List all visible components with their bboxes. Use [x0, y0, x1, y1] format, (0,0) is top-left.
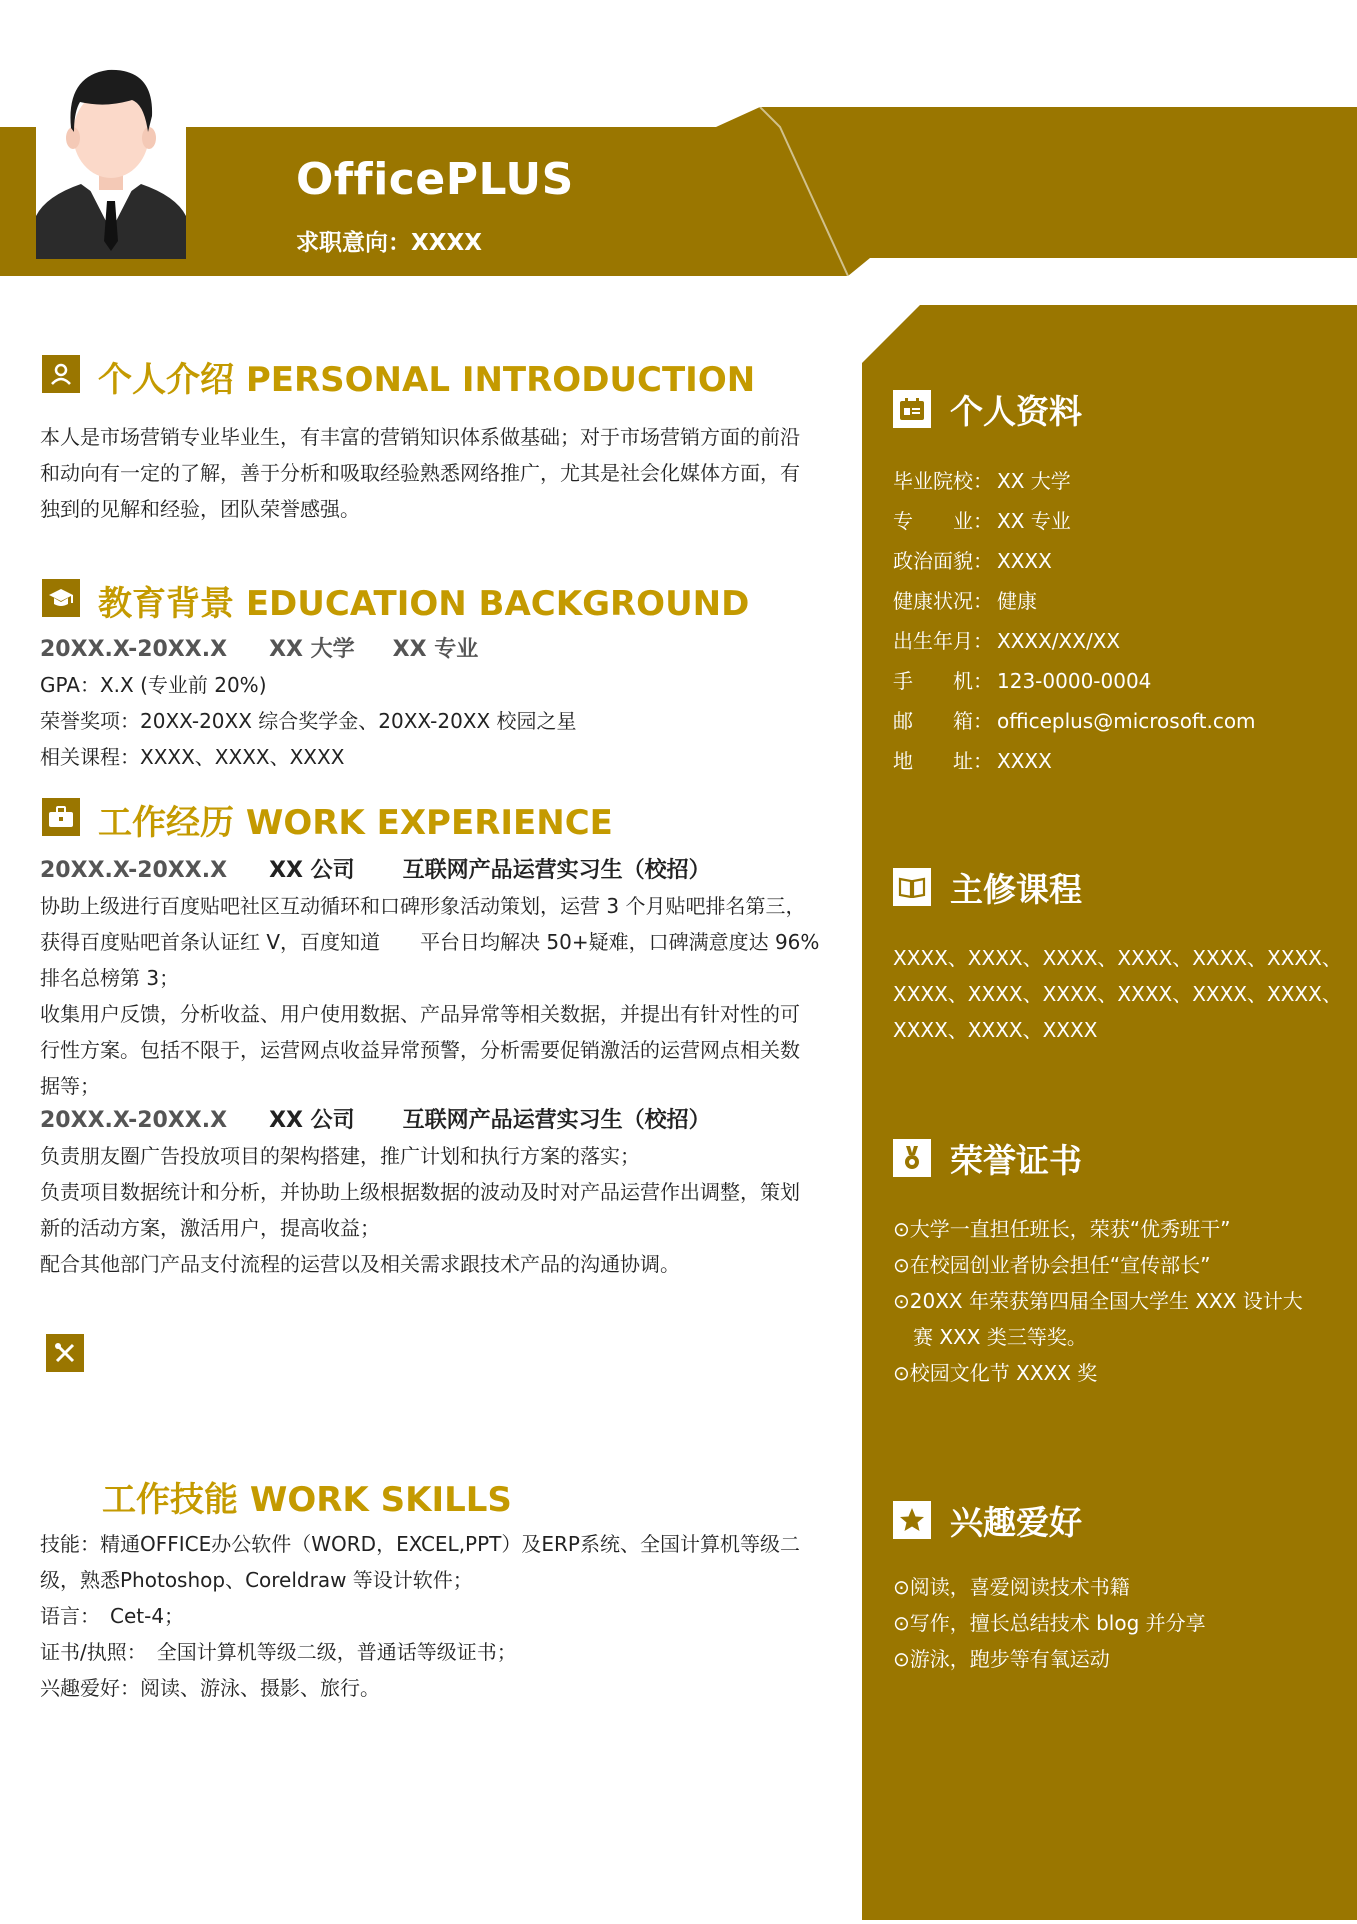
work-title: 工作经历 WORK EXPERIENCE	[98, 803, 613, 843]
job-role: 互联网产品运营实习生（校招）	[402, 1108, 711, 1133]
intro-line: 独到的见解和经验，团队荣誉感强。	[40, 497, 360, 521]
job-company: XX 公司	[269, 858, 355, 883]
profile-value: XX 大学	[997, 469, 1071, 493]
honor-item: ⊙20XX 年荣获第四届全国大学生 XXX 设计大	[893, 1289, 1303, 1313]
profile-label: 专 业：	[893, 509, 993, 533]
job-date: 20XX.X-20XX.X	[40, 1108, 228, 1133]
profile-label: 手 机：	[893, 669, 993, 693]
education-school: XX 大学	[269, 637, 355, 662]
header-band	[0, 0, 1357, 280]
job-line: 收集用户反馈，分析收益、用户使用数据、产品异常等相关数据，并提出有针对性的可	[40, 1002, 800, 1026]
medal-icon	[893, 1139, 931, 1177]
education-line: 相关课程：XXXX、XXXX、XXXX	[40, 745, 345, 769]
skills-line: 技能：精通OFFICE办公软件（WORD，EXCEL,PPT）及ERP系统、全国计算机等级二	[40, 1532, 800, 1556]
profile-value: 123-0000-0004	[997, 669, 1152, 693]
job-date: 20XX.X-20XX.X	[40, 858, 228, 883]
profile-row	[893, 741, 1256, 781]
courses-line: XXXX、XXXX、XXXX	[893, 1018, 1098, 1042]
job-line: 据等；	[40, 1074, 100, 1098]
job-company: XX 公司	[269, 1108, 355, 1133]
profile-label: 健康状况：	[893, 589, 993, 613]
book-icon	[893, 868, 931, 906]
hobby-item: ⊙阅读，喜爱阅读技术书籍	[893, 1575, 1130, 1599]
profile-label: 地 址：	[893, 749, 993, 773]
profile-row	[893, 581, 1256, 621]
profile-row	[893, 661, 1256, 701]
profile-value: XXXX	[997, 749, 1052, 773]
job-line: 新的活动方案，激活用户，提高收益；	[40, 1216, 380, 1240]
profile-row	[893, 621, 1256, 661]
hobbies-title: 兴趣爱好	[950, 1503, 1082, 1542]
intro-line: 和动向有一定的了解，善于分析和吸取经验熟悉网络推广，尤其是社会化媒体方面，有	[40, 461, 800, 485]
profile-value: XXXX/XX/XX	[997, 629, 1121, 653]
profile-row	[893, 461, 1256, 501]
profile-label: 邮 箱：	[893, 709, 993, 733]
honor-item: 赛 XXX 类三等奖。	[893, 1325, 1087, 1349]
honor-item: ⊙在校园创业者协会担任“宣传部长”	[893, 1253, 1211, 1277]
courses-line: XXXX、XXXX、XXXX、XXXX、XXXX、XXXX、	[893, 982, 1342, 1006]
id-card-icon	[893, 390, 931, 428]
courses-line: XXXX、XXXX、XXXX、XXXX、XXXX、XXXX、	[893, 946, 1342, 970]
briefcase-icon	[42, 798, 80, 836]
honors-body	[893, 1211, 1303, 1391]
education-line: 荣誉奖项：20XX-20XX 综合奖学金、20XX-20XX 校园之星	[40, 709, 577, 733]
hobby-item: ⊙写作，擅长总结技术 blog 并分享	[893, 1611, 1206, 1635]
skills-line: 证书/执照： 全国计算机等级二级，普通话等级证书；	[40, 1640, 517, 1664]
skills-line: 语言： Cet-4；	[40, 1604, 185, 1628]
education-major: XX 专业	[392, 637, 479, 662]
education-header	[40, 632, 478, 663]
profile-title: 个人资料	[950, 392, 1082, 431]
intro-body	[40, 419, 800, 527]
profile-value: XXXX	[997, 549, 1052, 573]
intro-title: 个人介绍 PERSONAL INTRODUCTION	[98, 360, 756, 400]
person-icon	[42, 355, 80, 393]
profile-label: 出生年月：	[893, 629, 993, 653]
education-line: GPA：X.X (专业前 20%)	[40, 673, 267, 697]
skills-title: 工作技能 WORK SKILLS	[102, 1480, 512, 1520]
courses-title: 主修课程	[950, 870, 1082, 909]
profile-row	[893, 541, 1256, 581]
candidate-name: OfficePLUS	[296, 154, 574, 205]
profile-list	[893, 461, 1256, 781]
job-line: 获得百度贴吧首条认证红 V，百度知道 平台日均解决 50+疑难，口碑满意度达 96%	[40, 930, 820, 954]
profile-row	[893, 501, 1256, 541]
honor-item: ⊙校园文化节 XXXX 奖	[893, 1361, 1098, 1385]
profile-label: 毕业院校：	[893, 469, 993, 493]
profile-value: XX 专业	[997, 509, 1071, 533]
job-role: 互联网产品运营实习生（校招）	[402, 858, 711, 883]
graduation-cap-icon	[42, 579, 80, 617]
honors-title: 荣誉证书	[950, 1141, 1082, 1180]
job-body-2	[40, 1138, 800, 1282]
profile-label: 政治面貌：	[893, 549, 993, 573]
job-intent: 求职意向：XXXX	[296, 230, 482, 256]
job-line: 排名总榜第 3；	[40, 966, 180, 990]
skills-body	[40, 1526, 800, 1706]
avatar-photo	[36, 56, 186, 259]
job-line: 配合其他部门产品支付流程的运营以及相关需求跟技术产品的沟通协调。	[40, 1252, 680, 1276]
courses-body	[893, 940, 1342, 1048]
education-body	[40, 667, 577, 775]
skills-line: 级，熟悉Photoshop、Coreldraw 等设计软件；	[40, 1568, 473, 1592]
hobby-item: ⊙游泳，跑步等有氧运动	[893, 1647, 1110, 1671]
education-title: 教育背景 EDUCATION BACKGROUND	[98, 584, 750, 624]
job-header-2	[40, 1103, 711, 1134]
job-line: 负责项目数据统计和分析，并协助上级根据数据的波动及时对产品运营作出调整，策划	[40, 1180, 800, 1204]
profile-value: 健康	[997, 589, 1037, 613]
intro-line: 本人是市场营销专业毕业生，有丰富的营销知识体系做基础；对于市场营销方面的前沿	[40, 425, 800, 449]
hobbies-body	[893, 1569, 1206, 1677]
tools-icon	[46, 1334, 84, 1372]
star-icon	[893, 1501, 931, 1539]
job-line: 协助上级进行百度贴吧社区互动循环和口碑形象活动策划，运营 3 个月贴吧排名第三，	[40, 894, 806, 918]
skills-line: 兴趣爱好：阅读、游泳、摄影、旅行。	[40, 1676, 380, 1700]
profile-value: officeplus@microsoft.com	[997, 709, 1256, 733]
honor-item: ⊙大学一直担任班长，荣获“优秀班干”	[893, 1217, 1231, 1241]
profile-row	[893, 701, 1256, 741]
education-date: 20XX.X-20XX.X	[40, 637, 228, 662]
job-header-1	[40, 853, 711, 884]
job-line: 行性方案。包括不限于，运营网点收益异常预警，分析需要促销激活的运营网点相关数	[40, 1038, 800, 1062]
job-line: 负责朋友圈广告投放项目的架构搭建，推广计划和执行方案的落实；	[40, 1144, 640, 1168]
job-body-1	[40, 888, 819, 1104]
